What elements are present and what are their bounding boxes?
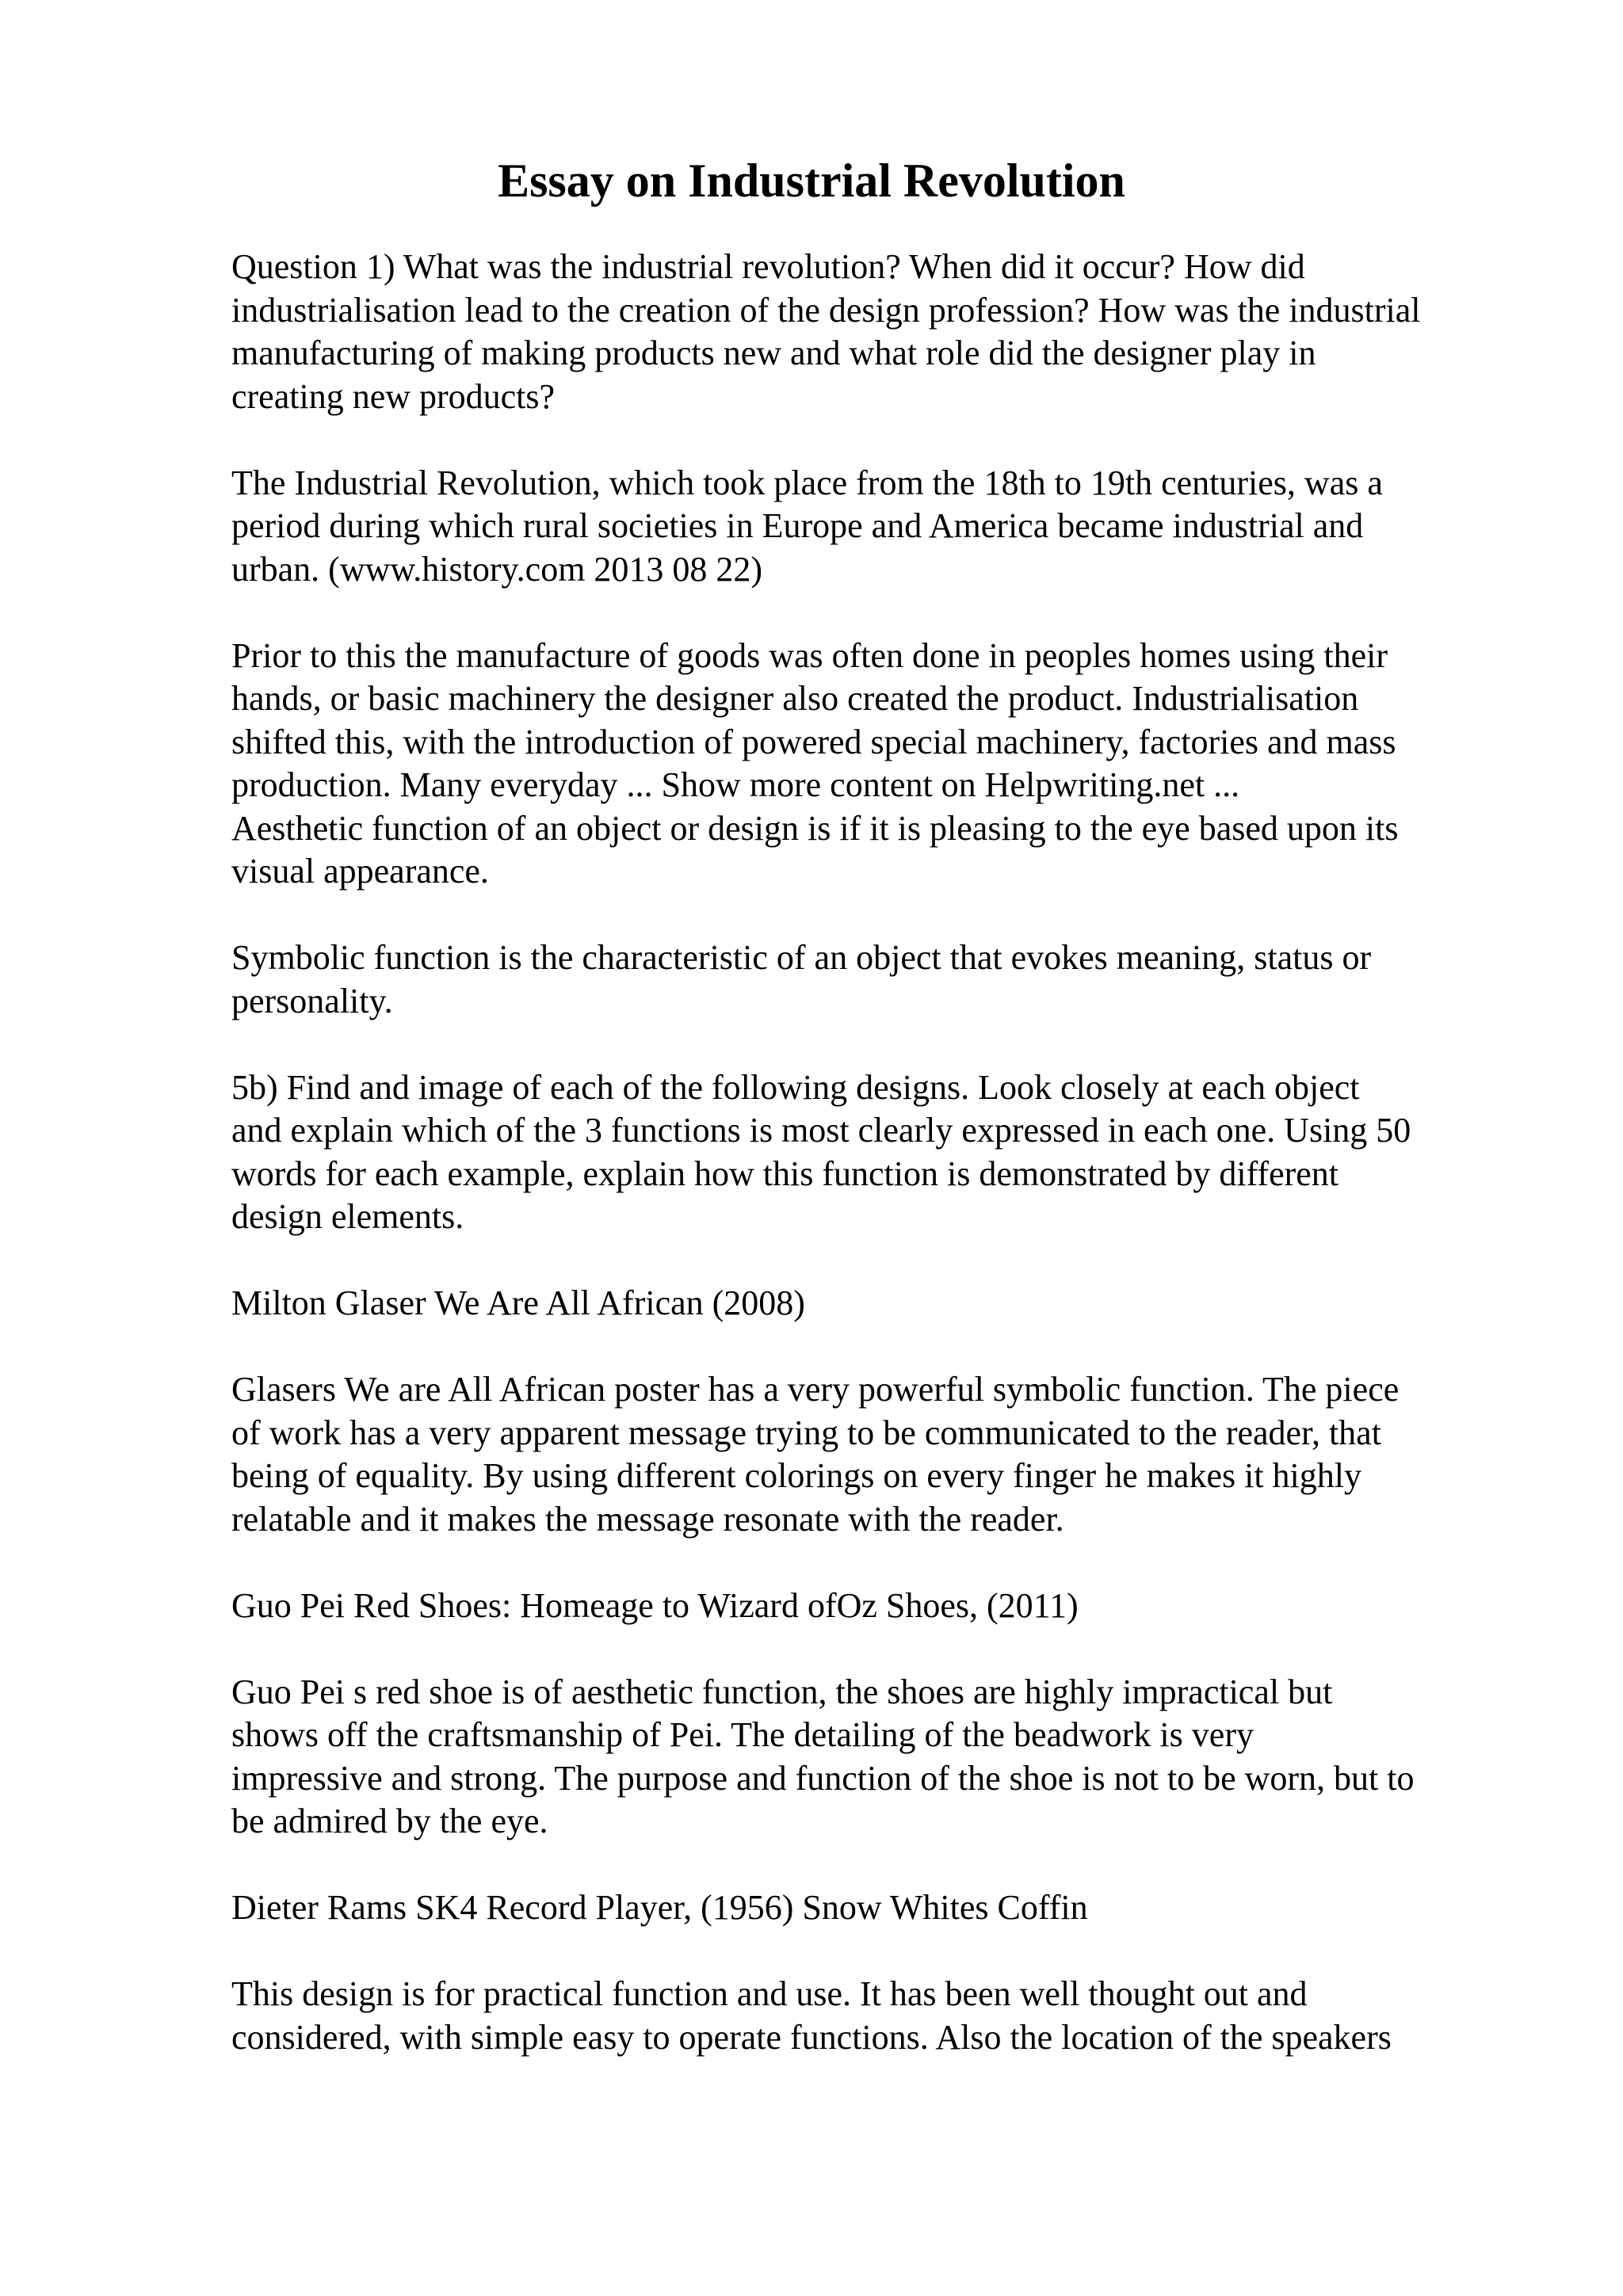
paragraph-aesthetic-function: [231, 807, 1515, 894]
text-line: shifted this, with the introduction of powered special machinery, factories and mass: [231, 722, 1396, 761]
text-line: Glasers We are All African poster has a very powerful symbolic function. The piece: [231, 1370, 1400, 1409]
text-line: being of equality. By using different colorings on every finger he makes it highly: [231, 1456, 1362, 1495]
text-line: Milton Glaser We Are All African (2008): [231, 1283, 805, 1322]
text-line: Question 1) What was the industrial revolution? When did it occur? How did: [231, 247, 1305, 286]
paragraph-industrial-revolution: [231, 462, 1515, 592]
text-line: impressive and strong. The purpose and function of the shoe is not to be worn, but to: [231, 1758, 1415, 1798]
paragraph-symbolic-function: [231, 936, 1515, 1023]
text-line: This design is for practical function and use. It has been well thought out and: [231, 1974, 1308, 2013]
text-line: hands, or basic machinery the designer also created the product. Industrialisation: [231, 679, 1359, 718]
text-line: Guo Pei Red Shoes: Homeage to Wizard ofOz Shoes, (2011): [231, 1585, 1079, 1625]
text-line: manufacturing of making products new and what role did the designer play in: [231, 334, 1316, 372]
text-line: period during which rural societies in Europe and America became industrial and: [231, 506, 1364, 545]
text-line: urban. (www.history.com 2013 08 22): [231, 549, 763, 589]
paragraph-glaser-poster: [231, 1368, 1515, 1541]
heading-guo-pei: [231, 1585, 1515, 1628]
text-line: Dieter Rams SK4 Record Player, (1956) Snow Whites Coffin: [231, 1888, 1088, 1927]
text-line: considered, with simple easy to operate functions. Also the location of the speakers: [231, 2017, 1392, 2057]
text-line: relatable and it makes the message resonate with the reader.: [231, 1499, 1064, 1539]
heading-dieter-rams: [231, 1886, 1515, 1930]
text-line: be admired by the eye.: [231, 1802, 548, 1840]
text-line: and explain which of the 3 functions is most clearly expressed in each one. Using 50: [231, 1111, 1411, 1150]
text-line: personality.: [231, 981, 393, 1020]
text-line: of work has a very apparent message trying to be communicated to the reader, that: [231, 1413, 1381, 1452]
text-line: Guo Pei s red shoe is of aesthetic function, the shoes are highly impractical but: [231, 1672, 1333, 1711]
text-line: creating new products?: [231, 376, 556, 416]
text-line: production. Many everyday ... Show more content on Helpwriting.net ...: [231, 765, 1240, 804]
text-line: design elements.: [231, 1197, 464, 1236]
text-line: Prior to this the manufacture of goods was often done in peoples homes using their: [231, 635, 1388, 675]
heading-milton-glaser: [231, 1282, 1515, 1325]
text-line: industrialisation lead to the creation of the design profession? How was the industrial: [231, 290, 1421, 330]
paragraph-practical-function: [231, 1973, 1515, 2059]
text-line: shows off the craftsmanship of Pei. The detailing of the beadwork is very: [231, 1715, 1254, 1754]
text-line: Aesthetic function of an object or design is if it is pleasing to the eye based upon its: [231, 808, 1399, 848]
document-title: Essay on Industrial Revolution: [498, 154, 1125, 207]
text-line: words for each example, explain how this function is demonstrated by different: [231, 1154, 1339, 1193]
text-line: The Industrial Revolution, which took place from the 18th to 19th centuries, was a: [231, 463, 1383, 502]
document-body: [231, 246, 1515, 2103]
text-line: 5b) Find and image of each of the following designs. Look closely at each object: [231, 1067, 1360, 1107]
text-line: visual appearance.: [231, 852, 489, 891]
paragraph-question-5b: [231, 1066, 1515, 1239]
paragraph-prior-manufacture: [231, 635, 1515, 807]
paragraph-guo-pei-shoe: [231, 1671, 1515, 1844]
paragraph-question-1: [231, 246, 1515, 418]
text-line: Symbolic function is the characteristic of an object that evokes meaning, status or: [231, 938, 1372, 977]
